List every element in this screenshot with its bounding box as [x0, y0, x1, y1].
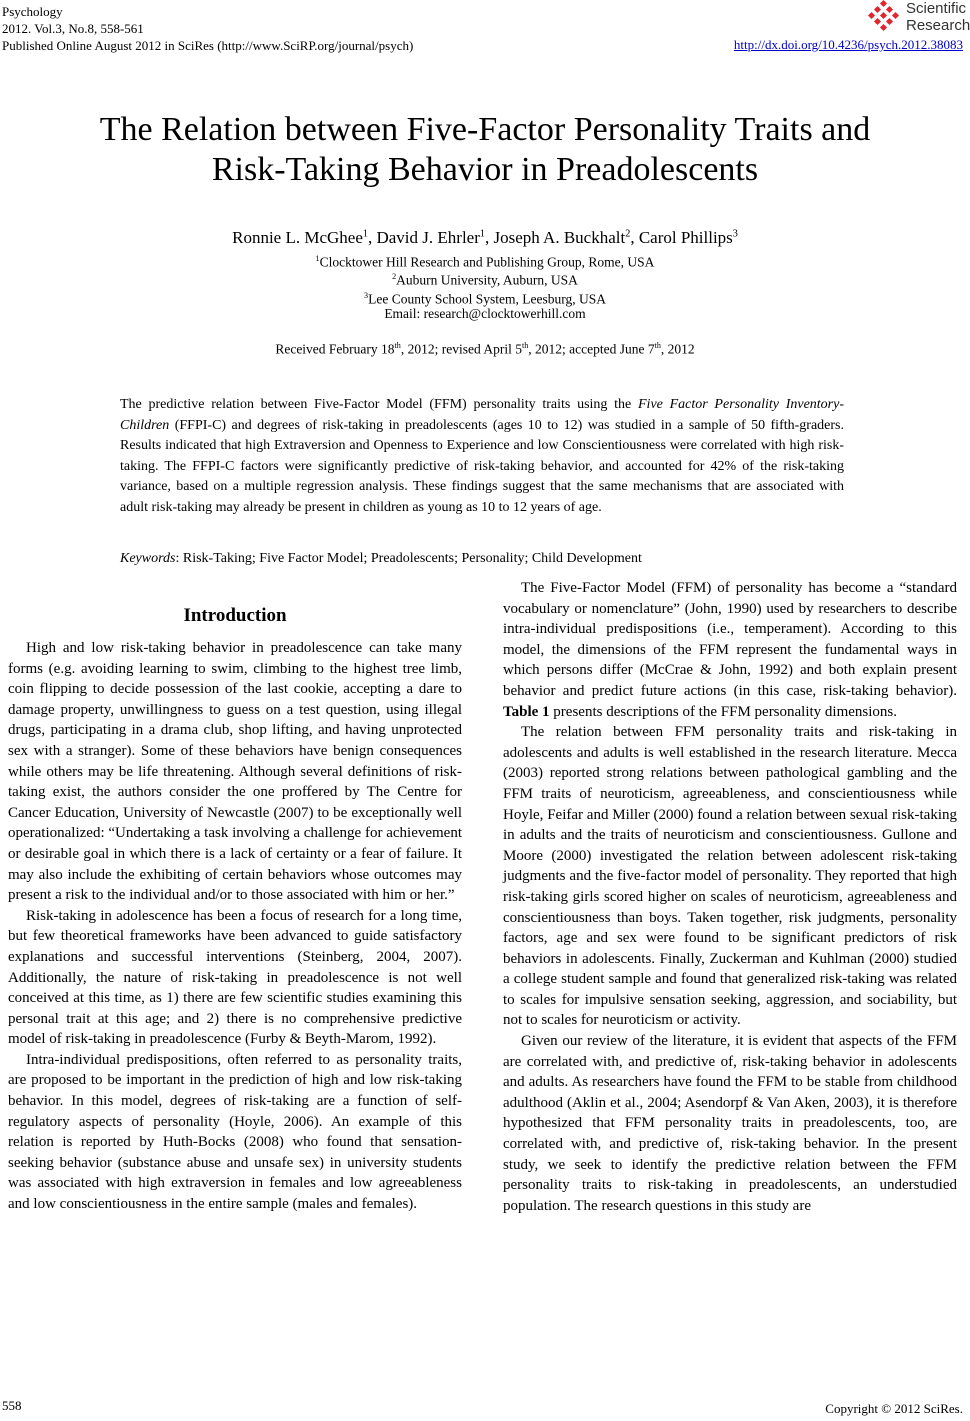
abstract: The predictive relation between Five-Factor Model (FFM) personality traits using the Five Factor Personality Inventory-Children (FFPI-C) and degrees of risk-taking in preadolescents (ages 10 to 12) was studied in a sample of 50 fifth-graders. Results indicated that high Extraversion and Openness to Experience and low Conscientiousness were correlated with high risk-taking. The FFPI-C factors were significantly predictive of risk-taking behavior, and accounted for 42% of the risk-taking variance, based on a multiple regression analysis. These findings suggest that the same mechanisms that are associated with adult risk-taking may already be present in children as young as 10 to 12 years of age. [120, 397, 845, 515]
title-line-1: The Relation between Five-Factor Personality Traits and [99, 111, 871, 148]
table-reference: Table 1 [503, 703, 550, 720]
scientific-research-logo [866, 0, 970, 34]
paragraph: Risk-taking in adolescence has been a focus of research for a long time, but few theoretical frameworks have been advanced to guide satisfactory explanations and successful interventions (Steinberg, 2004, 2007). Additionally, the nature of risk-taking in preadolescence is not well conceived at this time, as 1) there are few scientific studies examining this personal trait at this age; and 2) there is no comprehensive predictive model of risk-taking in preadolescence (Furby & Beyth-Marom, 1992). [8, 907, 462, 1048]
section-heading-introduction: Introduction [183, 605, 287, 626]
author: Ronnie L. McGhee$^1$, [232, 228, 377, 247]
author: Carol Phillips$^3$ [638, 228, 738, 247]
paragraph: High and low risk-taking behavior in preadolescence can take many forms (e.g. avoiding learning to swim, climbing to the highest tree limb, coin flipping to decide possession of the last cookie, accepting a dare to damage property, unwillingness to guess on a test question, using illegal drugs, participating in a drama club, shop lifting, and having unprotected sex with a stranger). Some of these behaviors have benign consequences while others may be life threatening. Although several definitions of risk-taking exist, the authors consider the one proffered by The Centre for Cancer Education, University of Newcastle (2007) to be exceptionally well operationalized: “Undertaking a task involving a challenge for achievement or desirable goal in which there is a lack of certainty or a fear of failure. It may also include the exhibiting of certain behaviors whose outcomes may present a risk to the individual and/or to those associated with him or her.” [8, 640, 462, 904]
received-dates: Received February 18th, 2012; revised April 5th, 2012; accepted June 7th, 2012 [275, 341, 695, 357]
copyright: Copyright © 2012 SciRes. [825, 1401, 963, 1416]
author-email: Email: research@clocktowerhill.com [384, 306, 586, 321]
page-number: 558 [2, 1398, 22, 1413]
logo-word-scientific: Scientific [906, 0, 967, 17]
keywords-label: Keywords [120, 551, 176, 566]
paragraph: The relation between FFM personality traits and risk-taking in adolescents and adults is well established in the research literature. Mecca (2003) reported strong relations between pathological gambling and the FFM traits of neuroticism, agreeableness, and conscientiousness while Hoyle, Feifar and Miller (2000) found a relation between sexual risk-taking in adults and the traits of neuroticism and conscientiousness. Gullone and Moore (2000) investigated the relation between adolescent risk-taking judgments and the five-factor model of personality. They reported that high risk-taking girls scored higher on scales of neuroticism, agreeableness and conscientiousness than boys. Taken together, risk judgments, personality factors, age and sex were found to be significant predictors of risk behaviors in adolescents. Finally, Zuckerman and Kuhlman (2000) studied a college student sample and found that generalized risk-taking was related to scales for impulsive sensation seeking, aggression, and sociability, but not to scales for neuroticism or activity. [503, 724, 957, 1029]
left-column [8, 604, 462, 1215]
keywords: Keywords: Risk-Taking; Five Factor Model; Preadolescents; Personality; Child Development [120, 551, 642, 566]
affiliation-2: $^2$Auburn University, Auburn, USA [392, 272, 578, 288]
author-list [0, 228, 970, 248]
author: Joseph A. Buckhalt$^2$, [493, 228, 639, 247]
inventory-name: Five Factor Personality Inventory-Children [120, 397, 845, 433]
right-column [503, 578, 957, 1216]
logo-word-research: Research [906, 17, 970, 34]
paragraph: Intra-individual predispositions, often referred to as personality traits, are proposed to be important in the prediction of high and low risk-taking behavior. In this model, degrees of risk-taking are a function of self-regulatory aspects of personality (Hoyle, 2006). An example of this relation is reported by Huth-Bocks (2008) who found that sensation-seeking behavior (substance abuse and unsafe sex) in university students was associated with high extraversion in females and low agreeableness and low conscientiousness in the entire sample (males and females). [8, 1051, 462, 1213]
paper-title [0, 110, 970, 190]
journal-header [2, 3, 413, 54]
doi-link[interactable]: http://dx.doi.org/10.4236/psych.2012.38083 [733, 37, 963, 52]
affiliation-3: $^3$Lee County School System, Leesburg, USA [364, 291, 606, 307]
affiliation-1: $^1$Clocktower Hill Research and Publishing Group, Rome, USA [315, 254, 655, 270]
title-line-2: Risk-Taking Behavior in Preadolescents [211, 151, 759, 188]
published-online: Published Online August 2012 in SciRes (http://www.SciRP.org/journal/psych) [2, 38, 414, 53]
journal-name: Psychology [2, 4, 63, 19]
journal-volume: 2012. Vol.3, No.8, 558-561 [2, 21, 144, 36]
paragraph: The Five-Factor Model (FFM) of personality has become a “standard vocabulary or nomenclature” (John, 1990) used by researchers to describe intra-individual predispositions (i.e., temperament). According to this model, the dimensions of the FFM represent the fundamental ways in which persons differ (McCrae & John, 1992) and both explain present behavior and predict future actions (in this case, risk-taking behavior). Table 1 presents descriptions of the FFM personality dimensions. [503, 580, 957, 720]
paragraph: Given our review of the literature, it is evident that aspects of the FFM are correlated with, and predictive of, risk-taking behavior in adolescents and adults. As researchers have found the FFM to be stable from childhood adulthood (Aklin et al., 2004; Asendorpf & Van Aken, 2003), it is therefore hypothesized that FFM personality traits in preadolescents, too, are correlated with, and predictive of, risk-taking behavior. In the present study, we seek to identify the predictive relation between the FFM personality traits to risk-taking in preadolescents, an understudied population. The research questions in this study are [503, 1033, 957, 1214]
author: David J. Ehrler$^1$, [376, 228, 494, 247]
logo-diamond-icon [866, 0, 902, 34]
